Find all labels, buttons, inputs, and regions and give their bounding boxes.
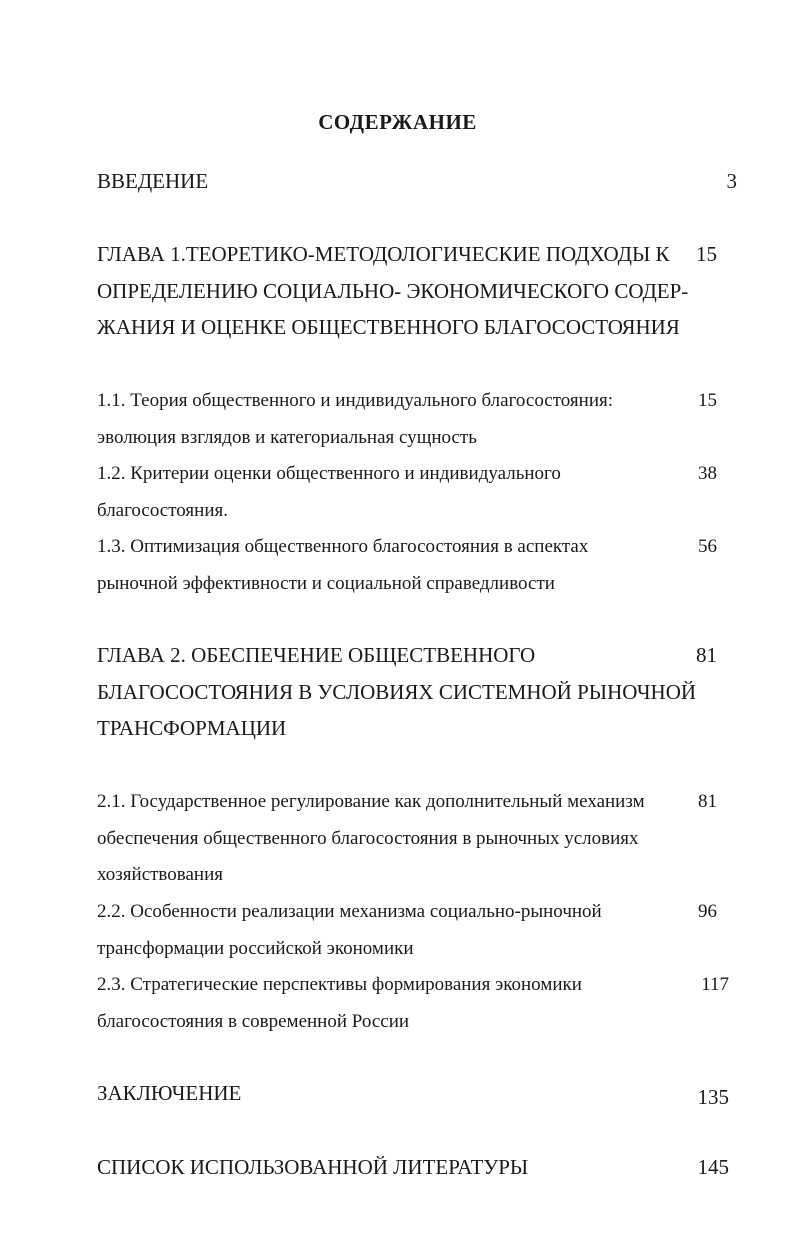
- toc-line: эволюция взглядов и категориальная сущность: [97, 426, 477, 448]
- toc-page-number: 15: [698, 390, 717, 411]
- toc-entry-conclusion[interactable]: [97, 1075, 737, 1112]
- toc-line: хозяйствования: [97, 864, 223, 885]
- toc-page-number: 117: [701, 974, 729, 995]
- toc-line: 2.3. Стратегические перспективы формирования экономики: [97, 974, 582, 995]
- toc-entry-text: [97, 163, 672, 200]
- toc-line: ТРАНСФОРМАЦИИ: [97, 716, 287, 740]
- toc-entry-section-2-1[interactable]: [97, 784, 737, 894]
- toc-entry-chapter-2[interactable]: [97, 637, 737, 747]
- toc-entry-text: [97, 894, 682, 967]
- toc-page-number: 81: [696, 643, 717, 667]
- toc-page-number: 96: [698, 901, 717, 922]
- toc-page-number: 81: [698, 791, 717, 812]
- toc-line: ЗАКЛЮЧЕНИЕ: [97, 1081, 242, 1105]
- toc-line: 2.1. Государственное регулирование как дополнительный механизм: [97, 791, 645, 812]
- toc-line: рыночной эффективности и социальной справедливости: [97, 572, 555, 594]
- toc-line: благосостояния в современной России: [97, 1010, 410, 1032]
- toc-line: ГЛАВА 2. ОБЕСПЕЧЕНИЕ ОБЩЕСТВЕННОГО: [97, 643, 536, 667]
- toc-entry-text: [97, 967, 682, 1040]
- toc-line: 1.2. Критерии оценки общественного и индивидуального: [97, 463, 561, 484]
- toc-entry-text: [97, 784, 682, 894]
- toc-page-number: 56: [698, 536, 717, 557]
- toc-line: ЖАНИЯ И ОЦЕНКЕ ОБЩЕСТВЕННОГО БЛАГОСОСТОЯНИЯ: [97, 315, 680, 339]
- toc-line: 1.1. Теория общественного и индивидуального благосостояния:: [97, 390, 614, 411]
- toc-entry-section-1-1[interactable]: [97, 383, 737, 456]
- toc-entry-text: [97, 637, 697, 747]
- toc-entry-text: [97, 1075, 672, 1112]
- page-title: СОДЕРЖАНИЕ: [318, 110, 477, 134]
- toc-entry-section-2-3[interactable]: [97, 967, 737, 1040]
- toc-line: обеспечения общественного благосостояния в рыночных условиях: [97, 827, 639, 849]
- toc-page-number: 145: [697, 1155, 729, 1179]
- toc-page-number: 38: [698, 463, 717, 484]
- toc-page-number: 135: [697, 1085, 729, 1109]
- toc-entry-section-1-3[interactable]: [97, 529, 737, 602]
- toc-entry-text: [97, 529, 682, 602]
- toc-line: 1.3. Оптимизация общественного благосостояния в аспектах: [97, 536, 589, 557]
- toc-line: СПИСОК ИСПОЛЬЗОВАННОЙ ЛИТЕРАТУРЫ: [97, 1155, 529, 1179]
- toc-entry-text: [97, 1149, 672, 1186]
- toc-line: трансформации российской экономики: [97, 937, 414, 959]
- toc-entry-section-1-2[interactable]: [97, 456, 737, 529]
- toc-entry-introduction[interactable]: [97, 163, 737, 200]
- toc-line: ОПРЕДЕЛЕНИЮ СОЦИАЛЬНО- ЭКОНОМИЧЕСКОГО СОДЕР-: [97, 278, 689, 303]
- toc-line: ВВЕДЕНИЕ: [97, 169, 209, 193]
- toc-entry-section-2-2[interactable]: [97, 894, 737, 967]
- toc-page-number: 15: [696, 242, 717, 266]
- toc-line: ГЛАВА 1.ТЕОРЕТИКО-МЕТОДОЛОГИЧЕСКИЕ ПОДХОДЫ К: [97, 242, 670, 266]
- toc-entry-text: [97, 236, 689, 346]
- toc-line: БЛАГОСОСТОЯНИЯ В УСЛОВИЯХ СИСТЕМНОЙ РЫНОЧНОЙ: [97, 679, 697, 704]
- toc-entry-text: [97, 383, 682, 456]
- toc-entry-bibliography[interactable]: [97, 1149, 737, 1186]
- toc-line: благосостояния.: [97, 499, 228, 521]
- toc-line: 2.2. Особенности реализации механизма социально-рыночной: [97, 901, 602, 922]
- toc-entry-chapter-1[interactable]: [97, 236, 737, 346]
- toc-entry-text: [97, 456, 682, 529]
- toc-page-number: 3: [726, 169, 737, 193]
